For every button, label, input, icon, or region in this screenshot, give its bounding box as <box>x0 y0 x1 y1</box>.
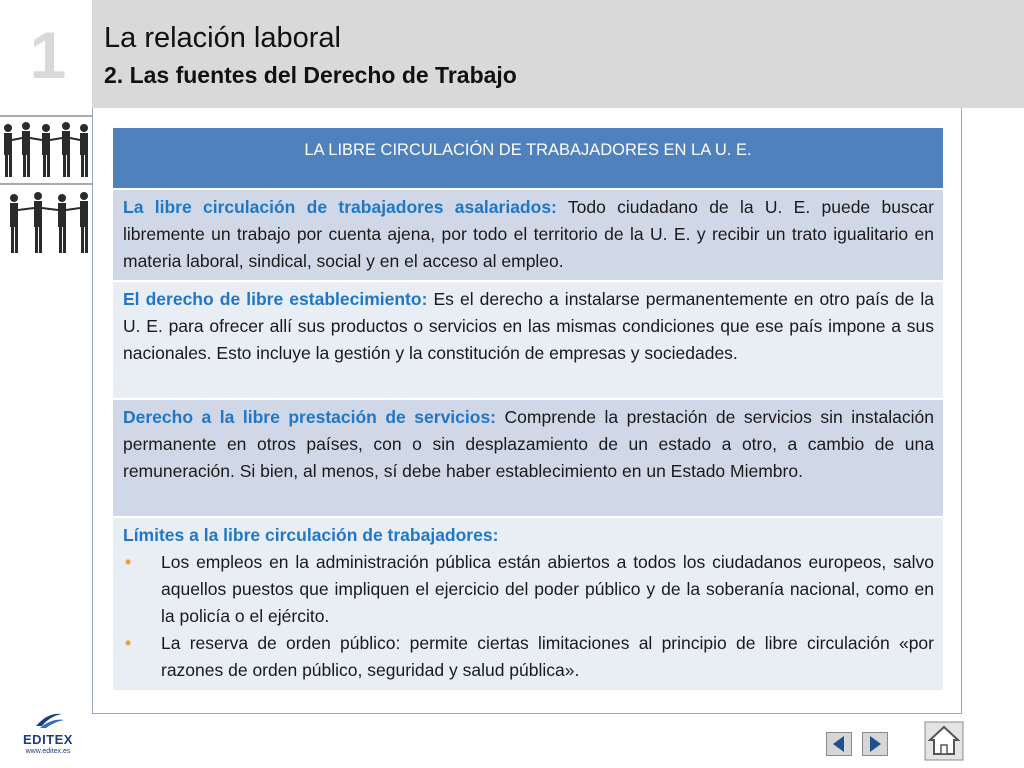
page-title: La relación laboral <box>104 22 341 54</box>
row-term: Límites a la libre circulación de trabajadores: <box>123 525 499 545</box>
list-item <box>123 630 934 684</box>
row-term: El derecho de libre establecimiento: <box>123 289 428 309</box>
logo-name: EDITEX <box>23 732 73 747</box>
list-item-text: Los empleos en la administración pública están abiertos a todos los ciudadanos europeos, salvo aquellos puestos que impliquen el ejercicio del poder público y de la soberanía nacional, como en la policía o el ejército. <box>161 552 934 626</box>
chapter-number: 1 <box>29 18 67 92</box>
arrow-right-icon <box>863 733 887 755</box>
row-text: Es el derecho a instalarse permanentemente en otro país de la U. E. para ofrecer allí sus productos o servicios en las mismas condiciones que ese país impone a sus nacionales. Esto incluye la gestión y la constitución de empresas y sociedades. <box>123 289 934 363</box>
home-icon <box>924 721 964 761</box>
editex-logo-icon <box>16 710 80 732</box>
home-button[interactable] <box>924 721 964 761</box>
logo-url: www.editex.es <box>25 748 71 755</box>
bullet-icon: • <box>125 633 132 653</box>
row-term: Derecho a la libre prestación de servicios: <box>123 407 497 427</box>
info-table <box>113 128 943 692</box>
previous-slide-button[interactable] <box>826 732 852 756</box>
table-row <box>113 282 943 400</box>
table-row <box>113 518 943 692</box>
next-slide-button[interactable] <box>862 732 888 756</box>
people-illustration <box>0 112 92 258</box>
list-item-text: La reserva de orden público: permite ciertas limitaciones al principio de libre circulación «por razones de orden público, seguridad y salud pública». <box>161 633 934 680</box>
bullet-icon: • <box>125 552 132 572</box>
table-row <box>113 400 943 518</box>
row-term: La libre circulación de trabajadores asalariados: <box>123 197 557 217</box>
table-header: LA LIBRE CIRCULACIÓN DE TRABAJADORES EN LA U. E. <box>113 128 943 190</box>
page-subtitle: 2. Las fuentes del Derecho de Trabajo <box>104 62 517 88</box>
row-text: Todo ciudadano de la U. E. puede buscar libremente un trabajo por cuenta ajena, por todo el territorio de la U. E. y recibir un trato igualitario en materia laboral, sindical, social y en el acceso al empleo. <box>123 197 934 271</box>
table-row <box>113 190 943 282</box>
arrow-left-icon <box>827 733 851 755</box>
list-item <box>123 549 934 630</box>
limits-list <box>123 549 934 684</box>
editex-logo <box>16 710 80 760</box>
row-text: Comprende la prestación de servicios sin instalación permanente en otros países, con o sin desplazamiento de un estado a otro, a cambio de una remuneración. Si bien, al menos, sí debe haber establecimiento en un Estado Miembro. <box>123 407 934 481</box>
